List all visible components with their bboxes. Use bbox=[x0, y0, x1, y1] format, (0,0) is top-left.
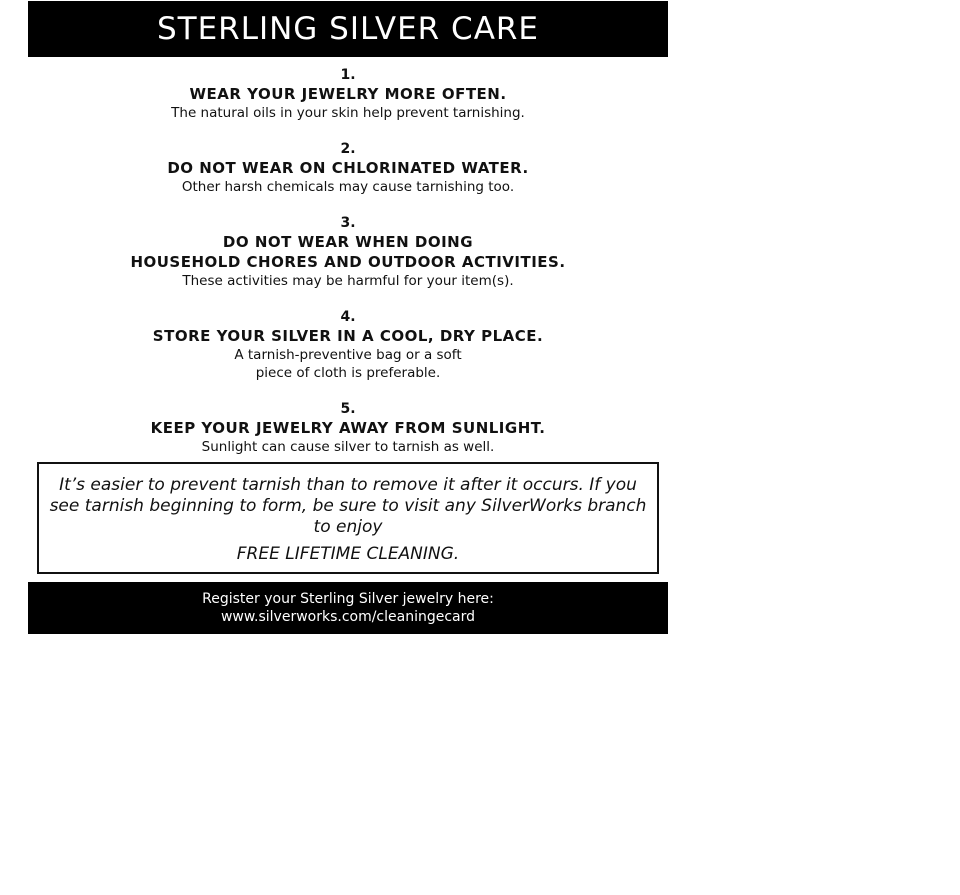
tip-number: 5. bbox=[340, 401, 356, 417]
tip-number: 2. bbox=[340, 141, 356, 157]
page-title: STERLING SILVER CARE bbox=[156, 11, 540, 47]
tip-item bbox=[28, 67, 668, 122]
care-card bbox=[28, 1, 668, 634]
tip-title: KEEP YOUR JEWELRY AWAY FROM SUNLIGHT. bbox=[150, 419, 546, 437]
note-text: It’s easier to prevent tarnish than to remove it after it occurs. If you see tarnish beginning to form, be sure to visit any SilverWorks branch to enjoy bbox=[49, 475, 647, 537]
tip-title: DO NOT WEAR ON CHLORINATED WATER. bbox=[167, 159, 529, 177]
tip-title: WEAR YOUR JEWELRY MORE OFTEN. bbox=[189, 85, 507, 103]
tip-text: These activities may be harmful for your item(s). bbox=[182, 273, 514, 289]
tip-title: DO NOT WEAR WHEN DOING HOUSEHOLD CHORES AND OUTDOOR ACTIVITIES. bbox=[130, 233, 566, 271]
tip-title: STORE YOUR SILVER IN A COOL, DRY PLACE. bbox=[152, 327, 544, 345]
tip-item bbox=[28, 215, 668, 290]
tip-text: The natural oils in your skin help prevent tarnishing. bbox=[171, 105, 525, 121]
header-band bbox=[28, 1, 668, 57]
tarnish-note-box bbox=[37, 462, 659, 574]
tip-text: A tarnish-preventive bag or a soft piece of cloth is preferable. bbox=[234, 347, 462, 381]
tip-item bbox=[28, 309, 668, 382]
tip-item bbox=[28, 141, 668, 196]
tip-number: 3. bbox=[340, 215, 356, 231]
tips-list bbox=[28, 57, 668, 456]
tip-number: 1. bbox=[340, 67, 356, 83]
tip-text: Sunlight can cause silver to tarnish as well. bbox=[201, 439, 495, 455]
footer-register-text: Register your Sterling Silver jewelry here: bbox=[202, 591, 494, 607]
tip-number: 4. bbox=[340, 309, 356, 325]
tip-text: Other harsh chemicals may cause tarnishing too. bbox=[181, 179, 515, 195]
footer-band bbox=[28, 582, 668, 634]
note-emphasis: FREE LIFETIME CLEANING. bbox=[236, 544, 460, 564]
footer-url: www.silverworks.com/cleaningecard bbox=[220, 609, 476, 625]
tip-item bbox=[28, 401, 668, 456]
